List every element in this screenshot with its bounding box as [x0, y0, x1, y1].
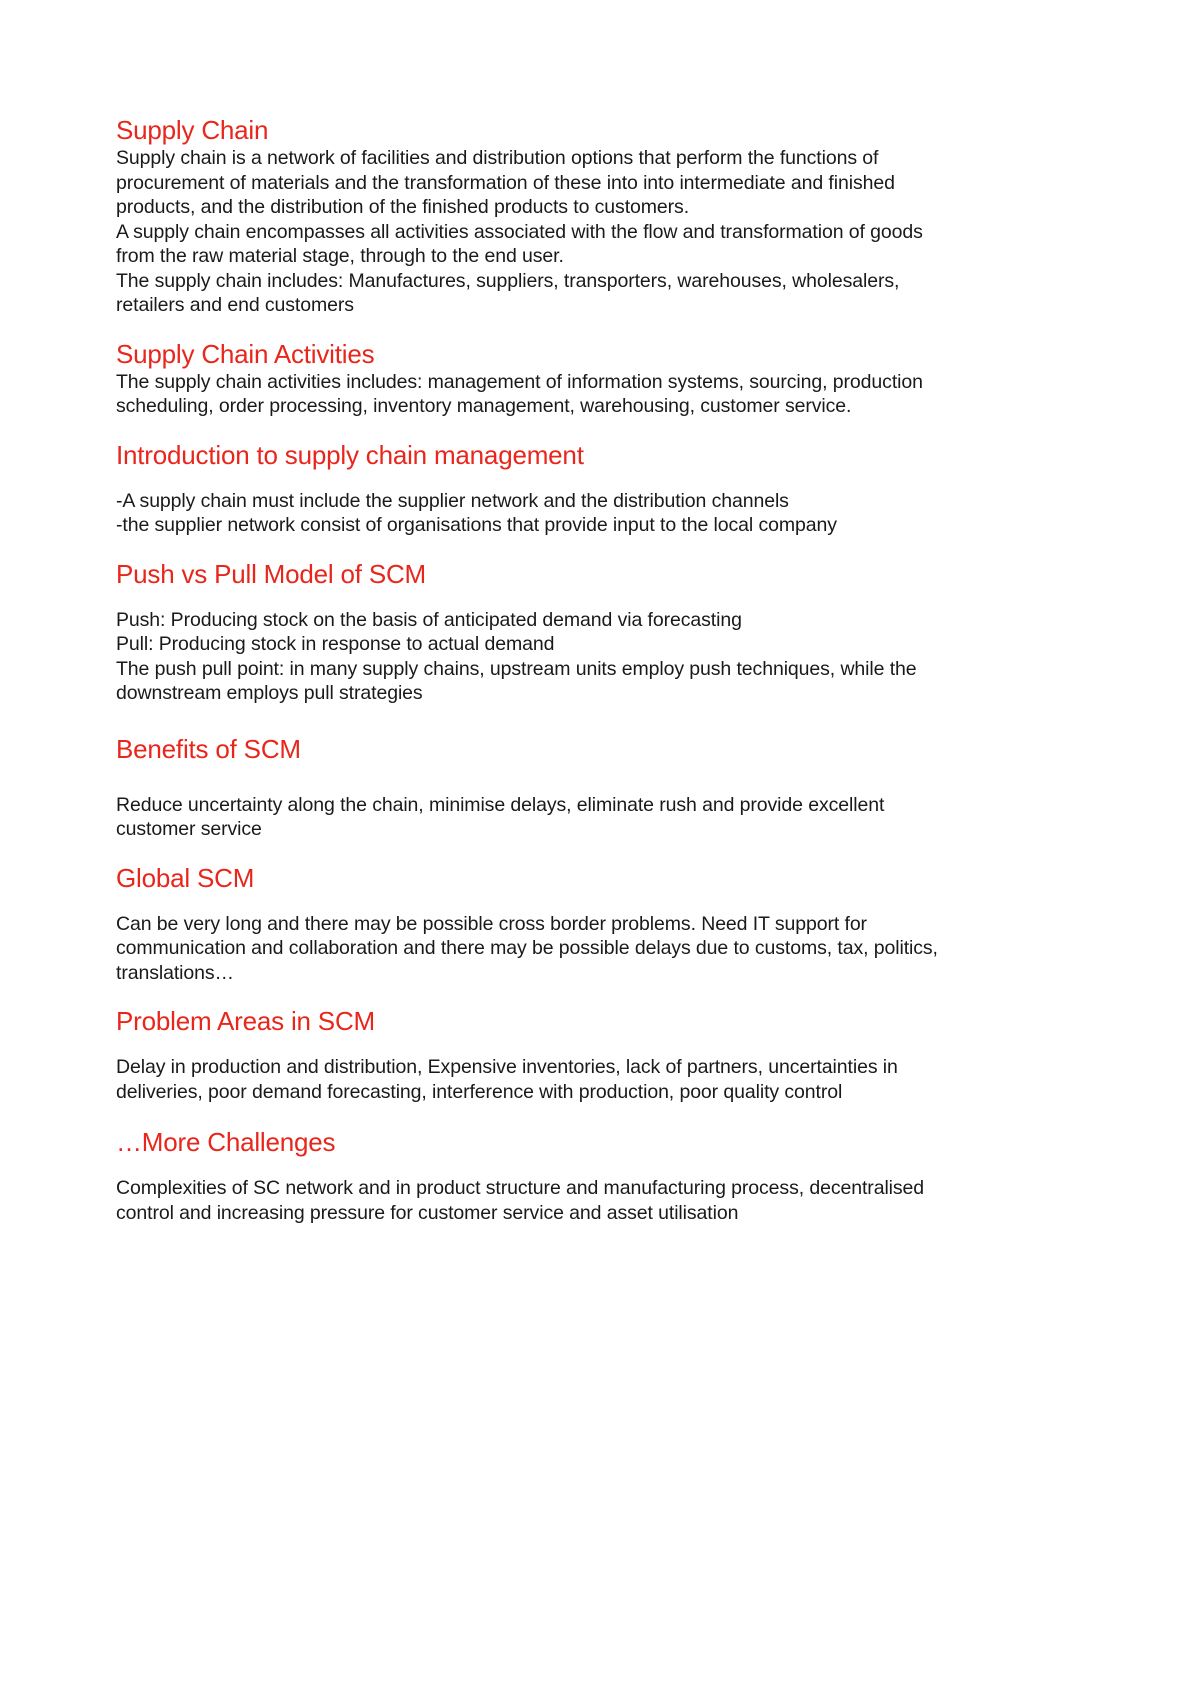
body-line: -A supply chain must include the supplier network and the distribution channels	[116, 489, 789, 512]
body-line: Supply chain is a network of facilities and distribution options that perform the functions of	[116, 147, 879, 169]
body-line: The supply chain includes: Manufactures, suppliers, transporters, warehouses, wholesalers,	[116, 269, 900, 292]
body-line: Pull: Producing stock in response to actual demand	[116, 633, 555, 655]
body-line: Delay in production and distribution, Expensive inventories, lack of partners, uncertainties in	[116, 1056, 898, 1078]
body-line: Reduce uncertainty along the chain, minimise delays, eliminate rush and provide excellent	[116, 793, 885, 816]
body-line: retailers and end customers	[116, 294, 354, 316]
body-line: products, and the distribution of the finished products to customers.	[116, 196, 690, 218]
section-introduction	[116, 439, 1096, 538]
section-heading: Problem Areas in SCM	[116, 1006, 375, 1036]
body-line: scheduling, order processing, inventory management, warehousing, customer service.	[116, 395, 852, 417]
body-line: -the supplier network consist of organisations that provide input to the local company	[116, 514, 837, 536]
section-benefits	[116, 733, 1096, 842]
section-supply-chain	[116, 114, 1096, 318]
section-heading: Introduction to supply chain management	[116, 439, 584, 470]
body-line: procurement of materials and the transformation of these into into intermediate and finished	[116, 171, 895, 194]
spacer	[116, 471, 1096, 489]
section-heading: Push vs Pull Model of SCM	[116, 558, 427, 589]
document-page	[116, 114, 1096, 1225]
body-line: customer service	[116, 818, 262, 840]
body-line: from the raw material stage, through to the end user.	[116, 245, 564, 267]
body-line: Can be very long and there may be possible cross border problems. Need IT support for	[116, 912, 867, 935]
section-push-vs-pull	[116, 558, 1096, 706]
body-line: The supply chain activities includes: management of information systems, sourcing, production	[116, 370, 923, 393]
spacer	[116, 1037, 1096, 1055]
body-line: communication and collaboration and there may be possible delays due to customs, tax, politics,	[116, 937, 938, 959]
body-line: The push pull point: in many supply chains, upstream units employ push techniques, while the	[116, 657, 917, 680]
body-line: Push: Producing stock on the basis of anticipated demand via forecasting	[116, 608, 742, 631]
section-heading: Supply Chain Activities	[116, 338, 375, 369]
spacer	[116, 894, 1096, 912]
body-line: Complexities of SC network and in product structure and manufacturing process, decentralised	[116, 1177, 925, 1199]
spacer	[116, 1158, 1096, 1176]
section-heading: Global SCM	[116, 862, 255, 893]
section-supply-chain-activities	[116, 338, 1096, 419]
section-heading: Supply Chain	[116, 115, 269, 145]
section-more-challenges	[116, 1126, 1096, 1225]
body-line: A supply chain encompasses all activities associated with the flow and transformation of goods	[116, 220, 923, 243]
body-line: translations…	[116, 961, 234, 984]
section-heading: Benefits of SCM	[116, 733, 301, 764]
section-heading: …More Challenges	[116, 1127, 336, 1157]
body-line: downstream employs pull strategies	[116, 682, 423, 704]
section-problem-areas	[116, 1005, 1096, 1104]
spacer	[116, 765, 1096, 793]
section-global-scm	[116, 862, 1096, 986]
body-line: control and increasing pressure for customer service and asset utilisation	[116, 1201, 739, 1224]
body-line: deliveries, poor demand forecasting, interference with production, poor quality control	[116, 1080, 843, 1103]
spacer	[116, 590, 1096, 608]
